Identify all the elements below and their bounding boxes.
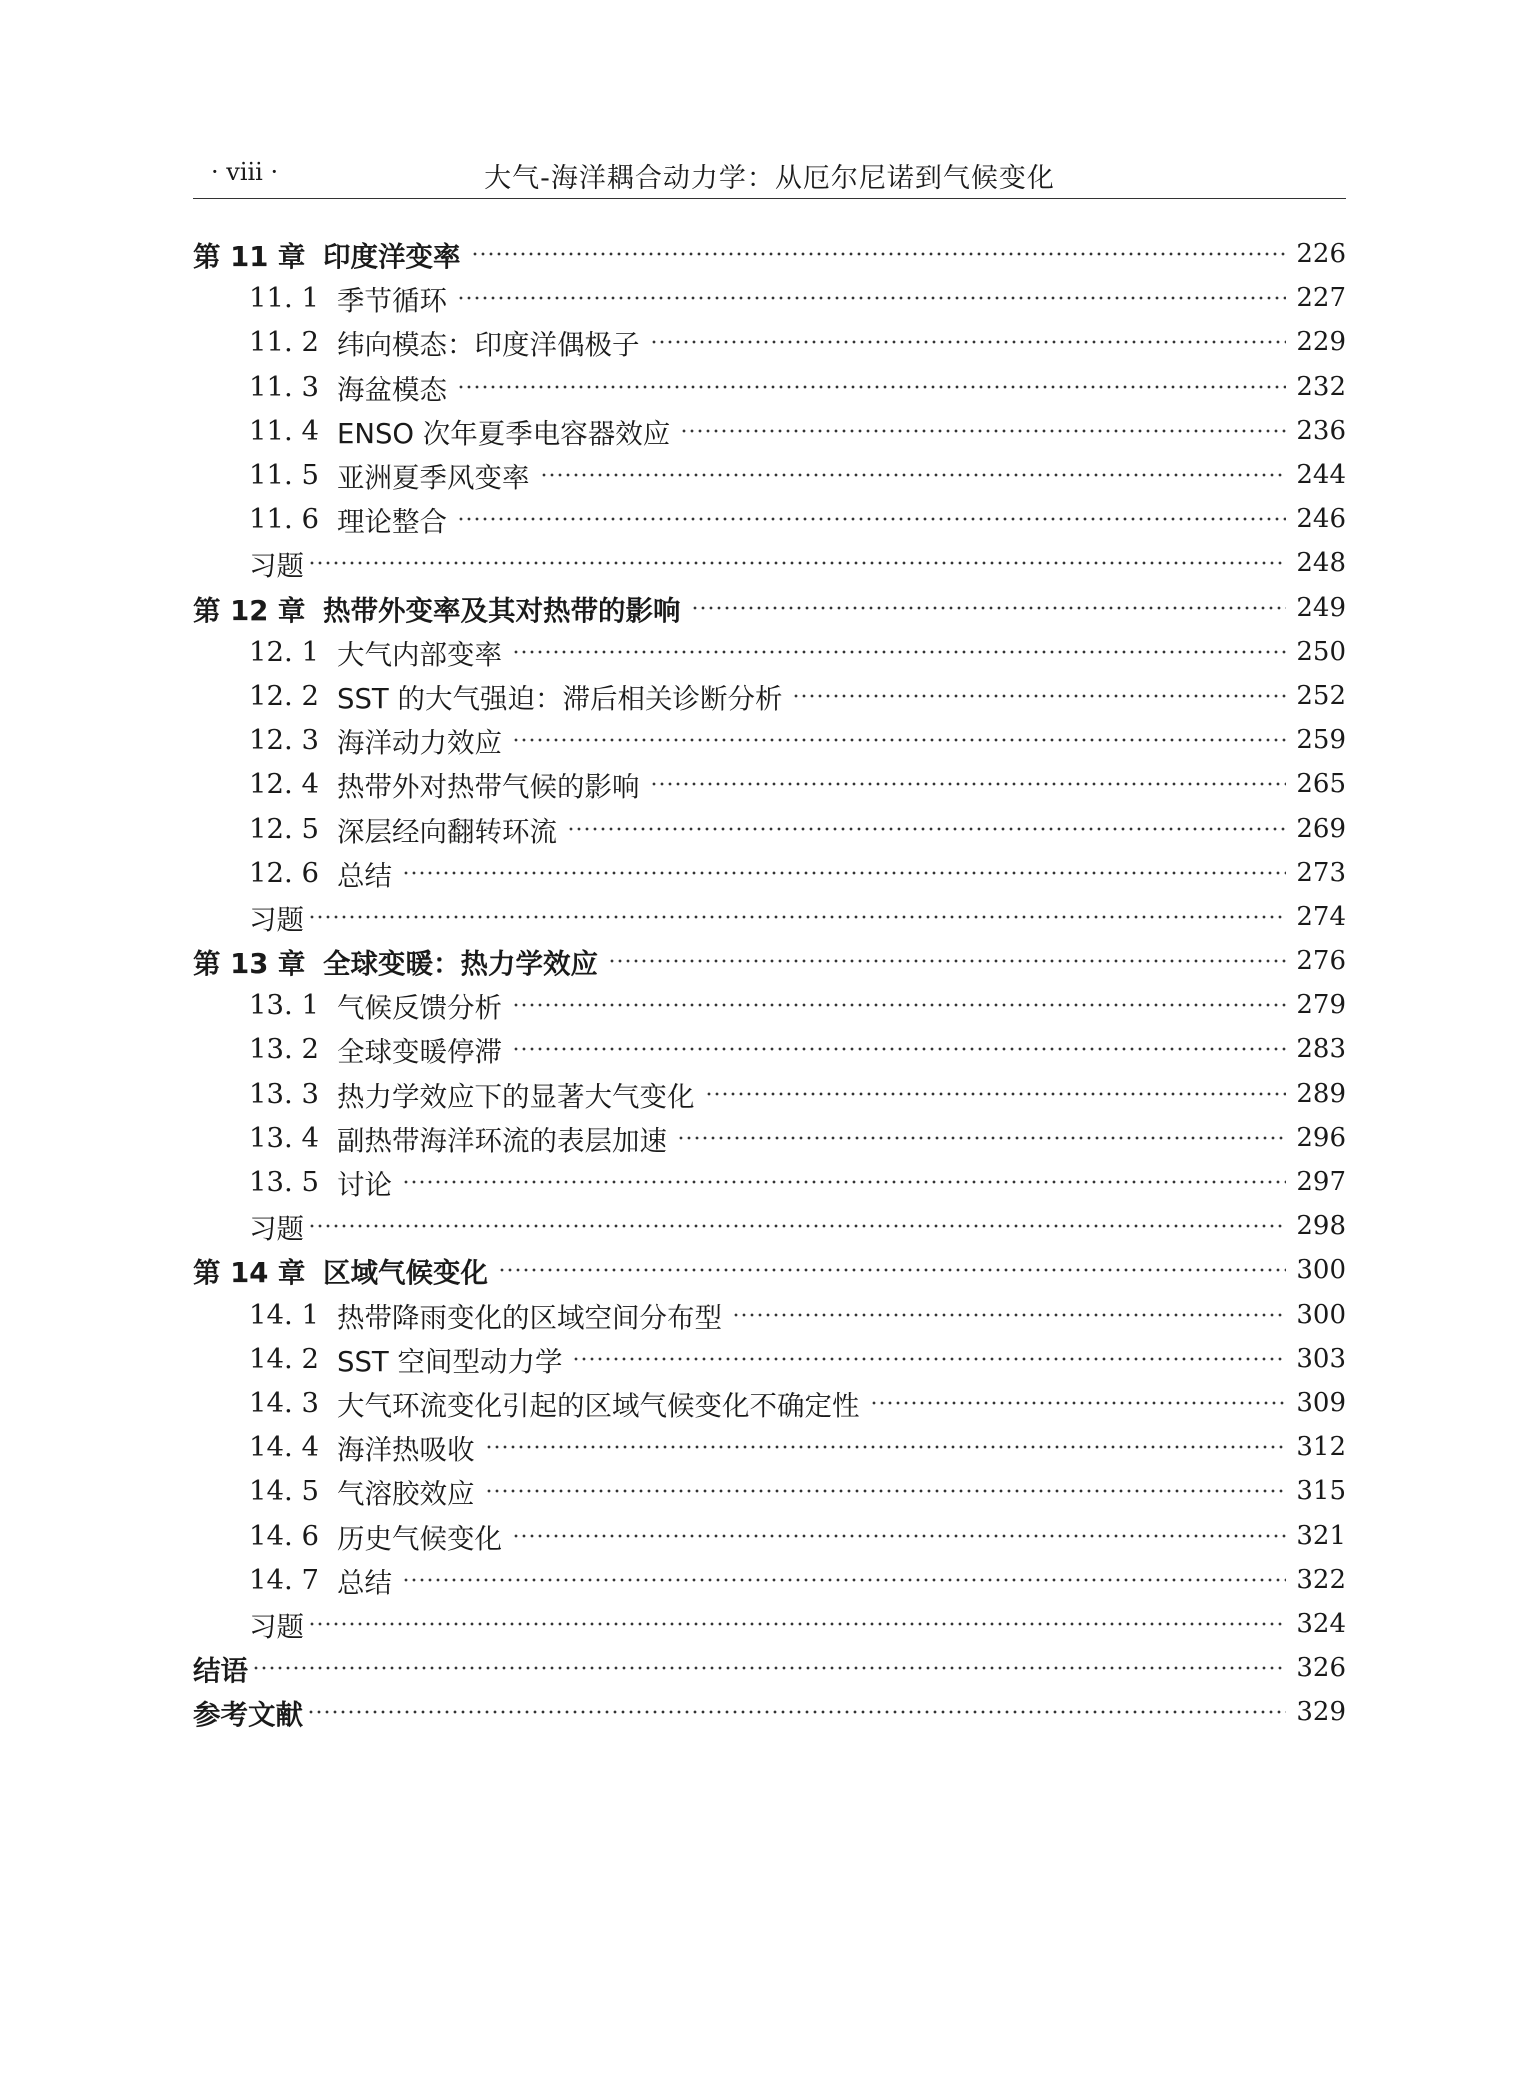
chapter-title: 区域气候变化 — [323, 1257, 488, 1290]
dot-leader — [485, 1444, 1287, 1450]
dot-leader — [485, 1488, 1287, 1494]
section-title: 副热带海洋环流的表层加速 — [337, 1124, 667, 1157]
page-ref: 289 — [1296, 1078, 1346, 1109]
section-number: 12. 2 — [249, 679, 319, 712]
section-number: 14. 5 — [249, 1475, 319, 1508]
page-ref: 252 — [1296, 680, 1346, 711]
dot-leader — [457, 384, 1286, 390]
section-number: 11. 2 — [249, 326, 319, 359]
page-ref: 312 — [1296, 1432, 1346, 1463]
page-ref: 249 — [1296, 592, 1346, 623]
toc-exercise-entry[interactable] — [193, 1602, 1346, 1646]
page-ref: 274 — [1296, 901, 1346, 932]
section-number: 11. 5 — [249, 459, 319, 492]
section-number: 12. 5 — [249, 812, 319, 845]
page-ref: 326 — [1296, 1653, 1346, 1684]
section-title: 亚洲夏季风变率 — [337, 462, 530, 495]
section-number: 12. 1 — [249, 635, 319, 668]
exercise-title: 习题 — [249, 1213, 304, 1246]
page-ref: 265 — [1296, 769, 1346, 800]
section-title: 海洋热吸收 — [337, 1434, 475, 1467]
toc-backmatter-entry[interactable] — [193, 1690, 1346, 1734]
page-ref: 315 — [1296, 1476, 1346, 1507]
section-title: 气候反馈分析 — [337, 992, 502, 1025]
toc-section-entry[interactable] — [193, 1513, 1346, 1557]
section-number: 12. 3 — [249, 724, 319, 757]
dot-leader — [471, 251, 1287, 257]
page-ref: 322 — [1296, 1564, 1346, 1595]
page-ref: 298 — [1296, 1211, 1346, 1242]
toc-section-entry[interactable] — [193, 806, 1346, 850]
section-number: 13. 3 — [249, 1077, 319, 1110]
dot-leader — [457, 295, 1286, 301]
toc-section-entry[interactable] — [193, 1116, 1346, 1160]
dot-leader — [252, 1665, 1286, 1671]
toc-section-entry[interactable] — [193, 1160, 1346, 1204]
toc-section-entry[interactable] — [193, 762, 1346, 806]
dot-leader — [567, 826, 1286, 832]
section-number: 13. 4 — [249, 1121, 319, 1154]
dot-leader — [307, 1709, 1286, 1715]
section-number: 14. 3 — [249, 1386, 319, 1419]
toc-backmatter-entry[interactable] — [193, 1646, 1346, 1690]
section-title: 海洋动力效应 — [337, 727, 502, 760]
section-title: 热带外对热带气候的影响 — [337, 771, 640, 804]
dot-leader — [402, 870, 1286, 876]
toc-chapter-entry[interactable] — [193, 232, 1346, 276]
toc-section-entry[interactable] — [193, 409, 1346, 453]
chapter-title: 全球变暖：热力学效应 — [323, 948, 598, 981]
page-ref: 300 — [1296, 1299, 1346, 1330]
page-ref: 248 — [1296, 548, 1346, 579]
section-title: 大气环流变化引起的区域气候变化不确定性 — [337, 1389, 860, 1422]
page-ref: 226 — [1296, 239, 1346, 270]
section-number: 11. 3 — [249, 370, 319, 403]
backmatter-title: 参考文献 — [193, 1699, 303, 1732]
page-ref: 244 — [1296, 460, 1346, 491]
dot-leader — [498, 1267, 1286, 1273]
section-number: 14. 1 — [249, 1298, 319, 1331]
page-ref: 273 — [1296, 857, 1346, 888]
dot-leader — [512, 1046, 1286, 1052]
toc-section-entry[interactable] — [193, 1337, 1346, 1381]
toc-section-entry[interactable] — [193, 365, 1346, 409]
page-ref: 236 — [1296, 415, 1346, 446]
page-ref: 250 — [1296, 636, 1346, 667]
page-ref: 259 — [1296, 725, 1346, 756]
exercise-title: 习题 — [249, 1610, 304, 1643]
exercise-title: 习题 — [249, 903, 304, 936]
section-number: 12. 6 — [249, 856, 319, 889]
page-ref: 229 — [1296, 327, 1346, 358]
toc-section-entry[interactable] — [193, 453, 1346, 497]
dot-leader — [512, 737, 1286, 743]
toc-section-entry[interactable] — [193, 674, 1346, 718]
section-number: 11. 6 — [249, 503, 319, 536]
section-title: 讨论 — [337, 1169, 392, 1202]
toc-exercise-entry[interactable] — [193, 541, 1346, 585]
dot-leader — [457, 516, 1286, 522]
section-title: SST 的大气强迫：滞后相关诊断分析 — [337, 682, 783, 715]
toc-section-entry[interactable] — [193, 630, 1346, 674]
toc-section-entry[interactable] — [193, 1425, 1346, 1469]
running-header — [193, 152, 1346, 199]
page-ref: 283 — [1296, 1034, 1346, 1065]
backmatter-title: 结语 — [193, 1655, 248, 1688]
table-of-contents — [193, 232, 1346, 1734]
toc-chapter-entry[interactable] — [193, 586, 1346, 630]
dot-leader — [608, 958, 1286, 964]
section-number: 13. 1 — [249, 989, 319, 1022]
dot-leader — [705, 1091, 1287, 1097]
dot-leader — [512, 649, 1286, 655]
toc-section-entry[interactable] — [193, 320, 1346, 364]
section-title: SST 空间型动力学 — [337, 1345, 563, 1378]
dot-leader — [650, 339, 1287, 345]
chapter-number: 第 11 章 — [193, 241, 306, 274]
section-title: 理论整合 — [337, 506, 447, 539]
section-title: ENSO 次年夏季电容器效应 — [337, 417, 671, 450]
dot-leader — [308, 560, 1286, 566]
page-ref: 227 — [1296, 283, 1346, 314]
section-title: 大气内部变率 — [337, 638, 502, 671]
section-title: 总结 — [337, 1566, 392, 1599]
dot-leader — [680, 428, 1286, 434]
page-ref: 269 — [1296, 813, 1346, 844]
dot-leader — [308, 1223, 1286, 1229]
page-ref: 232 — [1296, 371, 1346, 402]
dot-leader — [402, 1577, 1286, 1583]
section-title: 历史气候变化 — [337, 1522, 502, 1555]
book-title: 大气-海洋耦合动力学：从厄尔尼诺到气候变化 — [484, 163, 1055, 194]
chapter-number: 第 13 章 — [193, 948, 306, 981]
section-number: 14. 7 — [249, 1563, 319, 1596]
chapter-number: 第 14 章 — [193, 1257, 306, 1290]
toc-section-entry[interactable] — [193, 851, 1346, 895]
section-title: 全球变暖停滞 — [337, 1036, 502, 1069]
toc-section-entry[interactable] — [193, 497, 1346, 541]
section-title: 热带降雨变化的区域空间分布型 — [337, 1301, 722, 1334]
dot-leader — [732, 1312, 1286, 1318]
page-ref: 246 — [1296, 504, 1346, 535]
toc-section-entry[interactable] — [193, 276, 1346, 320]
dot-leader — [512, 1002, 1286, 1008]
dot-leader — [650, 781, 1287, 787]
toc-section-entry[interactable] — [193, 1027, 1346, 1071]
section-number: 14. 2 — [249, 1342, 319, 1375]
dot-leader — [402, 1179, 1286, 1185]
section-title: 纬向模态：印度洋偶极子 — [337, 329, 640, 362]
section-number: 14. 4 — [249, 1431, 319, 1464]
section-number: 14. 6 — [249, 1519, 319, 1552]
toc-exercise-entry[interactable] — [193, 1204, 1346, 1248]
page-ref: 297 — [1296, 1167, 1346, 1198]
dot-leader — [572, 1356, 1286, 1362]
page-number: · viii · — [211, 158, 279, 186]
toc-section-entry[interactable] — [193, 1469, 1346, 1513]
page-ref: 329 — [1296, 1697, 1346, 1728]
section-title: 总结 — [337, 859, 392, 892]
section-title: 气溶胶效应 — [337, 1478, 475, 1511]
dot-leader — [540, 472, 1287, 478]
section-number: 11. 1 — [249, 282, 319, 315]
section-number: 13. 5 — [249, 1166, 319, 1199]
toc-section-entry[interactable] — [193, 718, 1346, 762]
section-number: 11. 4 — [249, 414, 319, 447]
dot-leader — [792, 693, 1286, 699]
page-ref: 324 — [1296, 1608, 1346, 1639]
page-ref: 321 — [1296, 1520, 1346, 1551]
toc-section-entry[interactable] — [193, 1558, 1346, 1602]
toc-chapter-entry[interactable] — [193, 1248, 1346, 1292]
toc-section-entry[interactable] — [193, 1072, 1346, 1116]
dot-leader — [870, 1400, 1287, 1406]
chapter-number: 第 12 章 — [193, 594, 306, 627]
toc-section-entry[interactable] — [193, 983, 1346, 1027]
page-ref: 279 — [1296, 990, 1346, 1021]
section-title: 季节循环 — [337, 285, 447, 318]
toc-section-entry[interactable] — [193, 1381, 1346, 1425]
page-ref: 300 — [1296, 1255, 1346, 1286]
section-number: 13. 2 — [249, 1033, 319, 1066]
toc-chapter-entry[interactable] — [193, 939, 1346, 983]
chapter-title: 热带外变率及其对热带的影响 — [323, 594, 681, 627]
section-number: 12. 4 — [249, 768, 319, 801]
page-ref: 296 — [1296, 1122, 1346, 1153]
section-title: 热力学效应下的显著大气变化 — [337, 1080, 695, 1113]
dot-leader — [691, 605, 1287, 611]
exercise-title: 习题 — [249, 550, 304, 583]
page-ref: 309 — [1296, 1387, 1346, 1418]
chapter-title: 印度洋变率 — [323, 241, 461, 274]
dot-leader — [677, 1135, 1286, 1141]
toc-section-entry[interactable] — [193, 1293, 1346, 1337]
dot-leader — [512, 1533, 1286, 1539]
section-title: 深层经向翻转环流 — [337, 815, 557, 848]
page-ref: 303 — [1296, 1343, 1346, 1374]
dot-leader — [308, 1621, 1286, 1627]
section-title: 海盆模态 — [337, 373, 447, 406]
page-ref: 276 — [1296, 946, 1346, 977]
dot-leader — [308, 914, 1286, 920]
toc-exercise-entry[interactable] — [193, 895, 1346, 939]
